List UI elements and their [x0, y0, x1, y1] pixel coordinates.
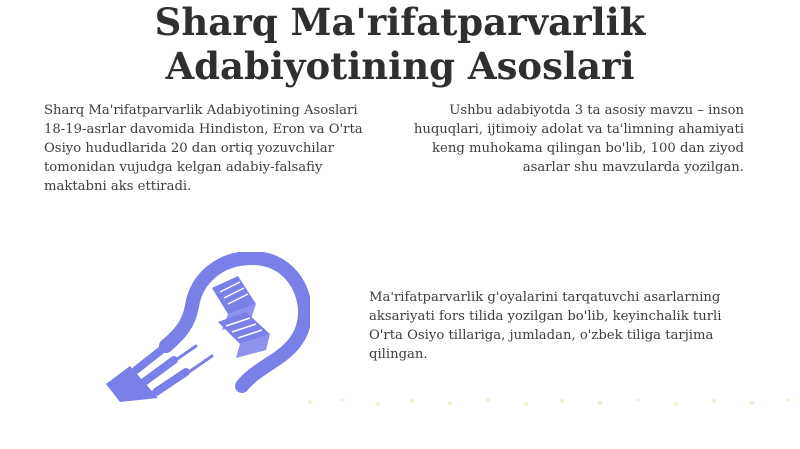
title-line-2: Adabiyotining Asoslari	[165, 44, 635, 88]
paragraph-bottom: Ma'rifatparvarlik g'oyalarini tarqatuvchi asarlarning aksariyati fors tilida yozilgan bo'lib, keyinchalik turli O'rta Osiyo tillariga, jumladan, o'zbek tiliga tarjima qilingan.	[369, 290, 722, 362]
title-line-1: Sharq Ma'rifatparvarlik	[154, 0, 646, 44]
paragraph-left: Sharq Ma'rifatparvarlik Adabiyotining Asoslari 18-19-asrlar davomida Hindiston, Eron va O'rta Osiyo hududlarida 20 dan ortiq yozuvchilar tomonidan vujudga kelgan adabiy-falsafiy maktabni aks ettiradi.	[44, 103, 363, 194]
decorative-dots	[300, 392, 800, 412]
paragraph-right: Ushbu adabiyotda 3 ta asosiy mavzu – inson huquqlari, ijtimoiy adolat va ta'limning ahamiyati keng muhokama qilingan bo'lib, 100 dan ziyod asarlar shu mavzularda yozilgan.	[413, 103, 744, 175]
slide-title	[0, 0, 800, 88]
lightbulb-with-book-icon	[100, 252, 310, 402]
